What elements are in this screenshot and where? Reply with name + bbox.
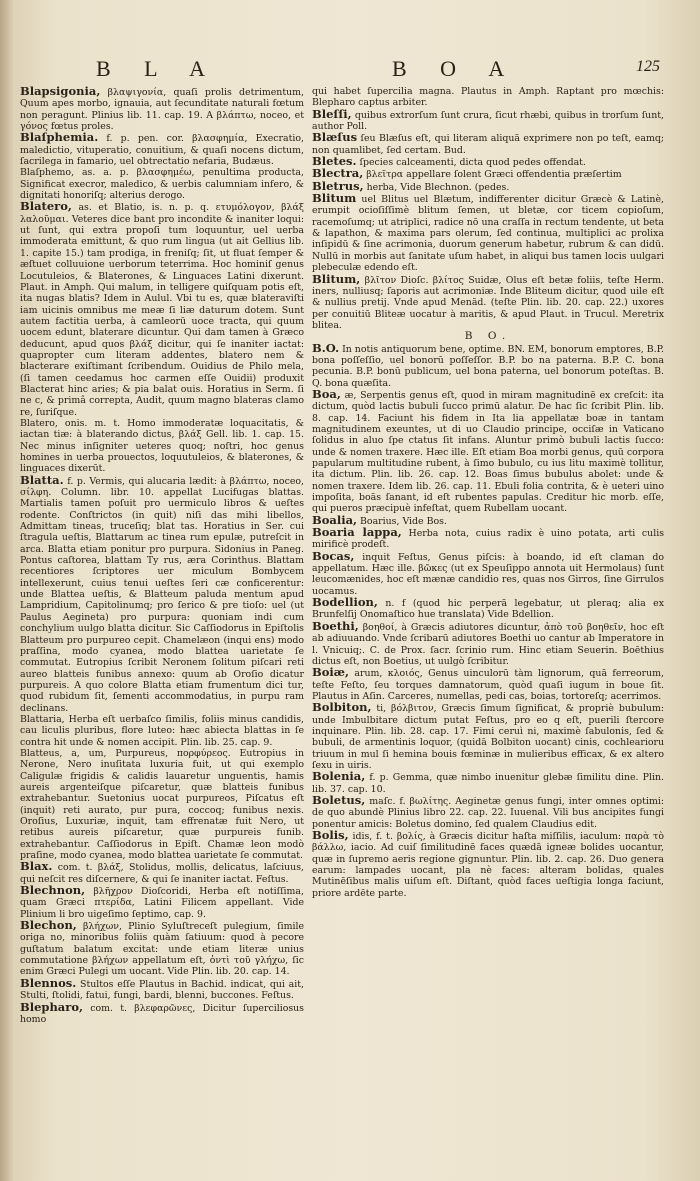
dictionary-entry — [312, 527, 664, 551]
entry-definition: ſeu Blæſus eſt, qui literam aliquā exprimere non po teſt, eamq; non quamlibet, ſed certam. Bud. — [312, 133, 664, 156]
entry-definition: Blattaria, Herba eſt uerbaſco ſimilis, foliis minus candidis, cau liculis pluribus, flore luteo: hæc abiecta blattas in ſe contra hit unde & nomen accipit. Plin. lib. 25. cap. 9. — [20, 713, 304, 748]
dictionary-entry — [312, 548, 664, 597]
entry-headword: Blechnon, — [20, 883, 86, 898]
dictionary-entry — [20, 167, 304, 201]
entry-headword: Bleſſi, — [312, 106, 352, 121]
dictionary-entry — [312, 168, 664, 180]
dictionary-entry — [312, 132, 664, 156]
page-number: 125 — [636, 58, 660, 75]
entry-headword: Blæſus — [312, 130, 358, 145]
entry-headword: Bolis, — [312, 828, 349, 842]
entry-definition: com. t. βλάξ, Stolidus, mollis, delicatus, laſciuus, qui neſcit res diſcernere, & qui ſe inaniter iactat. Feſtus. — [20, 862, 304, 885]
dictionary-entry — [20, 418, 304, 475]
entry-headword: Blaſphemia. — [20, 130, 99, 145]
entry-definition: ſpecies calceamenti, dicta quod pedes offendat. — [359, 157, 586, 169]
entry-definition: f. p. Vermis, qui alucaria lædit: à βλάπτω, noceo, σίλφη. Column. libr. 10. appellat Lucifugas blattas. Martialis tamen poſuit pro uermiculo libros & ueſtes rodente. Conſtrictos (in quit) niſi das mihi libellos, Admittam tineas, truceſiq; blat tas. Horatius in Ser. cui ſtragula ueſtis, Blattarum ac tinea rum epulæ, putreſcit in arca. Blatta etiam ponitur pro purpura. Sidonius in Paneg. Pontus caſtorea, blattam Ty rus, æra Corinthus. Blattam recentiores ſcriptores uer miculum Bombycem intellexerunt, cuius tenui ueſtes ſeri cæ conficerentur: unde Blattea ueſtis, & Blatteum paluda mentum apud Lampridium, Capitolinumq; pro ſerico & pre tioſo: uel (ut Paulus Aegineta) pro purpura: quoniam indi cum conchylium uulgo blatta dicitur. Sic Caſſiodorus in Epiſtolis Blatteum pro purpureo cepit. Chamelæon (inqui ens) modo praſſina, modo cyanea, modo blattea uarietate ſe commutat. Eutropius ſcribit Neronem ſolitum piſcari reti aureo blatteis funibus annexo: quum ab Oroſio dicatur purpureis. A quo colore Blatta etiam frumentum dici tur, quod rubidum ſit, ſementi accommodatius, in purpu ram declinans. — [20, 475, 304, 714]
entry-headword: Bolbiton, — [312, 700, 372, 715]
dictionary-entry — [20, 472, 304, 714]
dictionary-entry — [312, 340, 664, 389]
dictionary-entry — [312, 792, 664, 830]
entry-definition: æ, Serpentis genus eſt, quod in miram magnitudinē ex creſcit: ita dictum, quòd lactis bubuli ſucco primū alatur. De hac ſic ſcribit Plin. lib. 8. cap. 14. Faciunt his fidem in Ita lia appellatæ boæ in tantam magnitudinem exeuntes, ut di uo Claudio principe, occiſæ in Vaticano ſolidus in aluo ſpe ctatus ſit infans. Aluntur primò bubuli lactis ſucco: unde & nomen traxere. Hæc ille. Eſt etiam Boa morbi genus, quū corpora papularum multitudine rubent, à ſimo bubulo, cu ius litu maximè tollitur, ita dictum. Plin. lib. 26. cap. 12. Boas ſimus bubulus abolet: unde & nomen traxere. Idem lib. 26. cap. 11. Ebuli folia contrita, & è ueteri uino impoſita, boās ſanant, id eſt rubentes papulas. Creditur hic morb. eſſe, qui pueros præcipuè infeſtat, quem Rubellam uocant. — [312, 389, 664, 515]
entry-definition: βλήχων, Plinio Syluſtreceſt pulegium, ſimile origa no, minoribus foliis quàm ſatiuum: quod à pecore guſtatum balatum excitat: unde etiam literæ unius commutatione βλήχων appellatum eſt, ὀντὶ τοῦ γλήχω, ſic enim Græci Pulegi um uocant. Vide Plin. lib. 20. cap. 14. — [20, 921, 304, 978]
dictionary-entry — [20, 201, 304, 418]
dictionary-entry — [20, 861, 304, 885]
entry-definition: f. p. Gemma, quæ nimbo inuenitur glebæ ſimilitu dine. Plin. lib. 37. cap. 10. — [312, 772, 664, 795]
entry-definition: idis, f. t. βολίς, à Græcis dicitur haſta miſſilis, iaculum: παρὰ τὸ βάλλω, iacio. Ad cuiſ ſimilitudinē faces quædā igneæ bolides uocantur, quæ in ſupremo aeris regione gignuntur. Plin. lib. 2. cap. 26. Duo genera earum: lampades uocant, pla nè faces: alteram bolidas, quales Mutinēſibus malis uiſum eſt. Diſtant, quòd faces ueſtigia longa faciunt, priore ardēte parte. — [312, 831, 664, 899]
entry-definition: Blatteus, a, um, Purpureus, πορφύρεος. Eutropius in Nerone, Nero inuſitata luxuria fuit, ut qui exemplo Caligulæ frigidis & calidis lauaretur unguentis, hamis aureis argenteiſque piſcaretur, quæ blatteis funibus extrahebantur. Suetonius uocat purpureos, Piſcatus eſt (inquit) reti aurato, pur pura, coccoq; funibus nexis. Oroſius, Luxuriæ, inquit, tam effrenatæ fuit Nero, ut retibus aureis piſcaretur, quæ purpureis funib. extrahebantur. Caſſiodorus in Epiſt. Chamæ leon modò praſine, modo cyanea, modo blattea uarietate ſe commutat. — [20, 747, 304, 862]
dictionary-entry — [312, 667, 664, 702]
dictionary-entry — [312, 106, 664, 133]
entry-headword: B.O. — [312, 340, 340, 355]
entry-headword: Bletes. — [312, 154, 357, 169]
dictionary-entry — [312, 386, 664, 515]
dictionary-entry — [20, 86, 304, 132]
entry-headword: Blitum, — [312, 271, 361, 286]
entry-definition: inquit Feſtus, Genus piſcis: à boando, id eſt claman do appellatum. Hæc ille. βῶκες (ut ex Speuſippo annota uit Hermolaus) ſunt leucomænides, hoc eſt mænæ candidio res, quas nos Girros, ſine Girrulos uocamus. — [312, 551, 664, 597]
gutter-shadow — [0, 0, 14, 1181]
entry-headword: Blax. — [20, 859, 53, 874]
entry-headword: Boethi, — [312, 618, 359, 633]
entry-headword: B O. — [464, 330, 512, 343]
entry-definition: herba, Vide Blechnon. (pedes. — [366, 181, 510, 193]
entry-definition: ti, βόλβιτον, Græcis ſimum ſignificat, & propriè bubulum: unde Imbulbitare dictum putat Feſtus, pro eo q eſt, puerili ſtercore inquinare. Plin. lib. 28. cap. 17. Fimi ceruì ni, maximè ſabulonis, ſed & bubuli, de armentinis loquor, (quidā Bolbiton uocant) cinis, cochlearioru triuum in mul ſi hemina bouis fœminæ in mulieribus efficax, & ex altero ſexu in uiris. — [312, 703, 664, 771]
dictionary-entry — [312, 597, 664, 621]
entry-headword: Blennos. — [20, 975, 77, 990]
dictionary-entry — [312, 178, 664, 193]
entry-definition: Blatero, onis. m. t. Homo immoderatæ loquacitatis, & iactan tiæ: à blaterando dictus, βλάξ Gell. lib. 1. cap. 15. Nec minus inſigniter ueteres quoq; noſtri, hoc genus homines in uerba prouectos, loquutuleios, & blaterones, & linguaces dixerūt. — [20, 417, 304, 475]
running-head — [0, 52, 700, 82]
right-column — [312, 86, 664, 899]
entry-headword: Blapsigonia, — [20, 84, 101, 98]
section-heading — [312, 331, 664, 342]
entry-headword: Blectra, — [312, 166, 364, 181]
entry-headword: Blechon, — [20, 918, 77, 933]
dictionary-entry — [20, 748, 304, 861]
entry-definition: n. f (quod hic perperā legebatur, ut pleraq; alia ex Brunfelſij Onomaſtico hue translata) Vide Bdellion. — [312, 598, 664, 621]
entry-headword: Boiæ, — [312, 665, 349, 680]
entry-definition: Stultos eſſe Plautus in Bachid. indicat, qui ait, Stulti, ſtolidi, fatui, fungi, bardi, blenni, buccones. Feſtus. — [20, 978, 304, 1002]
entry-definition: βλεῖτρα appellare ſolent Græci offendentia præſertim — [366, 169, 622, 181]
entry-definition: βλῆχρον Dioſcoridi, Herba eſt notiſſima, quam Græci πτερίδα, Latini Filicem appellant. Vide Plinium li bro uigeſimo ſeptimo, cap. 9. — [20, 886, 305, 920]
dictionary-entry — [20, 132, 304, 167]
entry-definition: com. t. βλεφαρῶνες, Dicitur ſuperciliosus homo — [20, 1002, 304, 1025]
entry-headword: Blatta. — [20, 472, 64, 487]
entry-headword: Bocas, — [312, 548, 355, 563]
dictionary-entry — [312, 86, 664, 109]
entry-definition: maſc. f. βωλίτης. Aeginetæ genus fungi, inter omnes optimi: de quo abundè Plinius libro 22. cap. 22. Iuuenal. Vili bus ancipites fungi ponentur amicis: Boletus domino, ſed qualem Claudius edit. — [312, 795, 664, 830]
entry-headword: Boalia, — [312, 512, 358, 527]
dictionary-entry — [312, 618, 664, 667]
dictionary-entry — [312, 702, 664, 771]
entry-definition: Blaſphemo, as. a. p. βλασφημέω, penultima producta, Significat execror, maledico, & uerbis calumniam infero, & dignitati honoriſq; alterius derogo. — [20, 167, 304, 202]
running-head-left: B L A — [96, 56, 219, 81]
entry-headword: Bodellion, — [312, 595, 378, 610]
dictionary-entry — [312, 830, 664, 899]
entry-headword: Blatero, — [20, 199, 72, 214]
dictionary-entry — [20, 975, 304, 1002]
entry-headword: Boa, — [312, 386, 341, 401]
dictionary-entry — [20, 885, 304, 920]
entry-definition: arum, κλοιός, Genus uinculorū tàm lignorum, quā ferreorum, teſte Feſto, ſeu torques damnatorum, quòd quaſi iugum in boue ſit. Plautus in Aſin. Carceres, numellas, pedi cas, boias, tortoreſq; acerrimos. — [312, 668, 664, 702]
entry-definition: f. p. pen. cor. βλασφημία, Execratio, maledictio, vituperatio, conuitium, & quaſi nocens dictum, ſacrilega in famario, uel obtrectatio nefaria, Budæus. — [20, 133, 304, 168]
entry-definition: In notis antiquorum bene, optime. BN. EM, bonorum emptores, B.P. bona poſſeſſio, uel bonorū poſſeſſor. B.P. bo na paterna. B.P. C. bona pecunia. B.P. bonū publicum, uel bona paterna, uel bonorum poteſtas. B. Q. bona quæſita. — [312, 343, 664, 389]
entry-definition: uel Blitus uel Blætum, indifferenter dicitur Græcè & Latinè, erumpit ocioſiſſimè blitum ſemen, ut bletæ, cor ticem copioſum, racemoſumq; ut atriplici, radice nō una craſſa in rectum tendente, ut beta & lapathon, & maxima pars olerum, ſed continua, multiplici ac prolixa inſipidū & ſine acrimonia, duorum generum habetur, rubrum & can didū. Nullū in morbis aut ſanitate uſum habet, in aliqui bus tamen locis uulgari plebeculæ edendo eſt. — [312, 194, 664, 274]
dictionary-entry — [312, 271, 664, 332]
dictionary-entry — [20, 714, 304, 748]
running-head-right: B O A — [392, 56, 519, 81]
entry-definition: βλῖτον Dioſc. βλίτος Suidæ, Olus eſt betæ foliis, teſte Herm. iners, nulliusq; ſaporis aut acrimoniæ. Inde Bliteum dicitur, quod uile eſt & nullius pretij. Vnde apud Menād. (teſte Plin. lib. 20. cap. 22.) uxores per conuitiū Bliteæ uocatur à maritis, & apud Plaut. in Trucul. Meretrix blitea. — [312, 274, 664, 331]
dictionary-entry — [312, 193, 664, 273]
dictionary-entry — [312, 771, 664, 795]
left-column — [20, 86, 304, 1025]
entry-definition: quibus extrorſum ſunt crura, ſicut rhæbi, quibus in trorſum ſunt, author Poll. — [312, 109, 664, 133]
entry-definition: qui habet ſupercilia magna. Plautus in Amph. Raptant pro mœchis: Blepharo captus arbiter. — [312, 86, 664, 109]
dictionary-entry — [20, 920, 304, 978]
entry-definition: βοηθοί, à Græcis adiutores dicuntur, ἀπὸ τοῦ βοηθεῖν, hoc eſt ab adiuuando. Vnde ſcribarū adiutores Boethi uo cantur ab Imperatore in l. Vnicuiq;. C. de Prox. ſacr. ſcrinio rum. Hinc etiam Seuerin. Boēthius dictus eſt, non Boetius, ut uulgò ſcribitur. — [312, 621, 664, 667]
entry-headword: Bletrus, — [312, 178, 364, 193]
entry-headword: Blepharo, — [20, 999, 83, 1014]
entry-headword: Blitum — [312, 191, 357, 206]
entry-headword: Boletus, — [312, 792, 366, 807]
entry-headword: Boaria lappa, — [312, 525, 402, 540]
entry-definition: Boarius, Vide Bos. — [360, 515, 447, 527]
entry-definition: Herba nota, cuius radix è uino potata, arti culis mirificè prodeſt. — [312, 528, 665, 551]
entry-headword: Bolenia, — [312, 769, 366, 784]
entry-definition: βλαψιγονία, quaſi prolis detrimentum, Quum apes morbo, ignauia, aut ſecunditate naturali fœtum non peragunt. Plinius lib. 11. cap. 19. A βλάπτω, noceo, et γόνος fœtus proles. — [20, 87, 304, 133]
dictionary-entry — [20, 999, 304, 1026]
entry-definition: as. et Blatio, is. n. p. q. ετυμόλογον, βλάξ λαλοῦμαι. Veteres dice bant pro incondite & inaniter loqui: ut ſunt, qui extra propoſi tum loquuntur, uel uerba immoderata emittunt, & quo rum lingua (ut ait Gellius lib. 1. capite 15.) tam prodiga, in freniſq; ſit, ut fluat ſemper & æſtuet colluuione uerborum teterrima. Hoc hominiſ genus Locutuleios, & Blaterones, & Linguaces Latini dixerunt. Plaut. in Amph. Qui malum, in telligere quiſquam potis eſt, ita nugas blatis? Idem in Aulul. Vbi tu es, quæ blateraviſti iam uicinis omnibus me meæ ſi liæ daturum dotem. Sunt autem factitia uerba, à camleorū uoce tracta, qui quum uocem edunt, blaterare dicuntur. Qui dam tamen à Græco deducunt, apud quos βλάξ dicitur, qui ſe inaniter iactat: quapropter cum literam addentes, blatero nem & blacterare exiſtimant ſcribendum. Ouidius de Philo mela, (ſi tamen ceedamus hoc carmen eſſe Ouidii) produxit Blacterat hinc aries; & pia balat ouis. Horatius in Serm. ſi ne c, & primâ correpta, Audit, quum magno blateras clamo re, ſuriſque. — [20, 202, 304, 418]
dictionary-entry — [312, 156, 664, 168]
